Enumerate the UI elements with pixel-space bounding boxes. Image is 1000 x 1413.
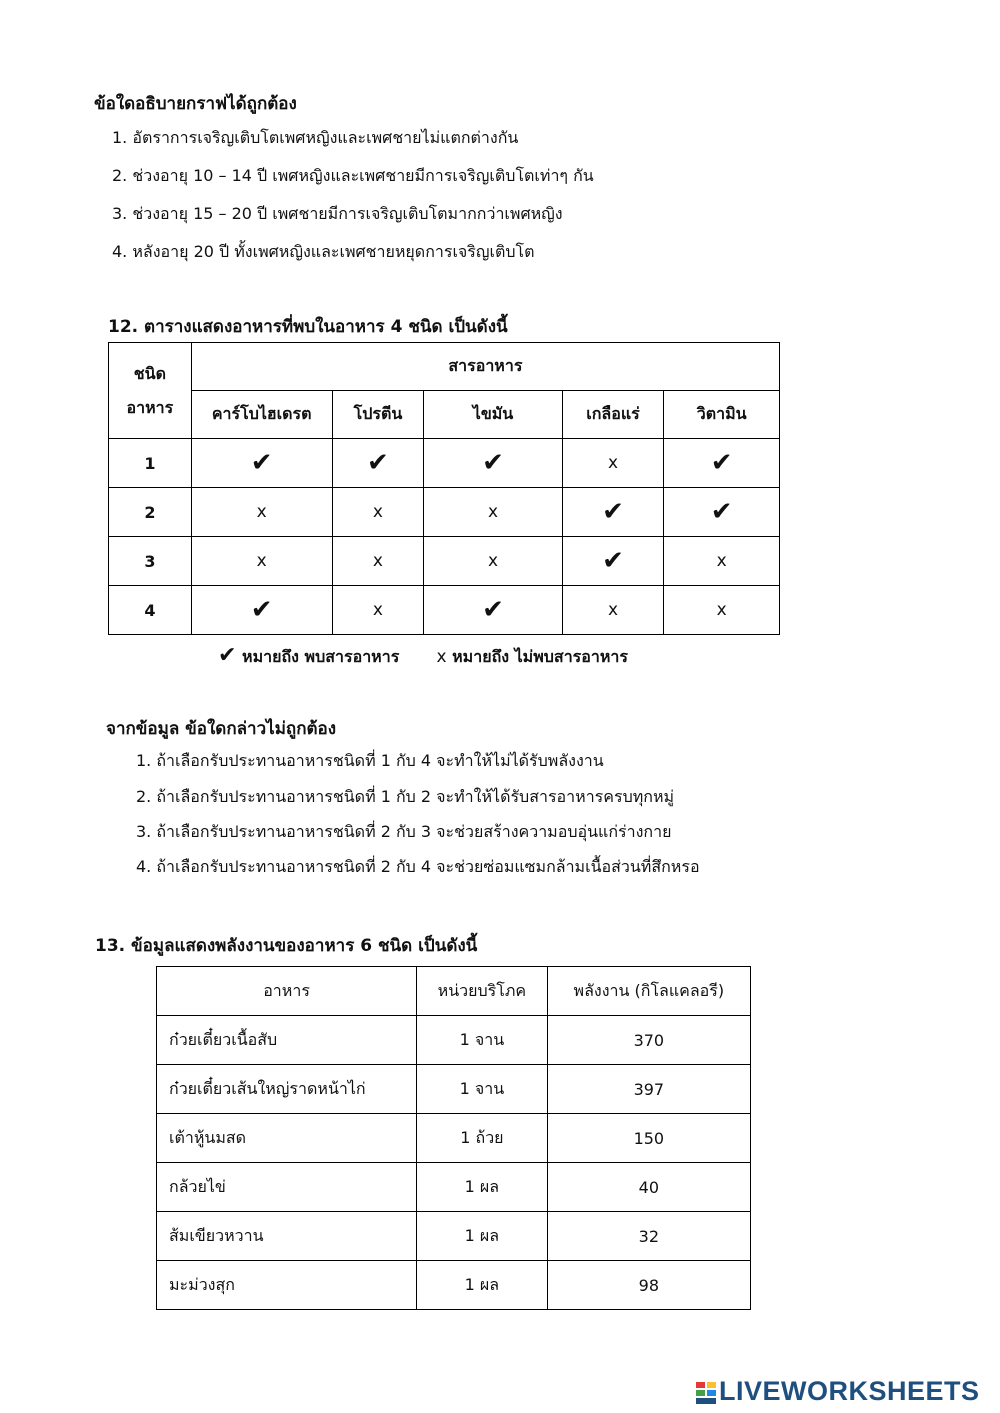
liveworksheets-logo-icon bbox=[696, 1382, 716, 1404]
serving-unit: 1 ผล bbox=[417, 1261, 548, 1310]
table-row bbox=[109, 586, 780, 635]
cell-mark: ✔ bbox=[424, 439, 562, 488]
table-row bbox=[157, 1114, 751, 1163]
q12-choice-2: 2. ถ้าเลือกรับประทานอาหารชนิดที่ 1 กับ 2 จะทำให้ได้รับสารอาหารครบทุกหมู่ bbox=[136, 787, 675, 806]
table-row bbox=[157, 1163, 751, 1212]
energy-value: 370 bbox=[547, 1016, 750, 1065]
food-type-header-line1: ชนิด bbox=[133, 363, 166, 383]
col-header-protein: โปรตีน bbox=[332, 391, 424, 439]
cell-mark: ✔ bbox=[664, 488, 780, 537]
cell-mark: ✔ bbox=[191, 586, 332, 635]
table-row bbox=[109, 537, 780, 586]
serving-unit: 1 ผล bbox=[417, 1212, 548, 1261]
col-header-serving: หน่วยบริโภค bbox=[417, 967, 548, 1016]
col-header-fat: ไขมัน bbox=[424, 391, 562, 439]
serving-unit: 1 จาน bbox=[417, 1065, 548, 1114]
cell-mark: x bbox=[664, 537, 780, 586]
q11-choice-2: 2. ช่วงอายุ 10 – 14 ปี เพศหญิงและเพศชายมีการเจริญเติบโตเท่าๆ กัน bbox=[112, 166, 594, 185]
q11-choice-3: 3. ช่วงอายุ 15 – 20 ปี เพศชายมีการเจริญเติบโตมากกว่าเพศหญิง bbox=[112, 204, 563, 223]
q12-title: 12. ตารางแสดงอาหารที่พบในอาหาร 4 ชนิด เป็นดังนี้ bbox=[108, 317, 508, 337]
serving-unit: 1 ถ้วย bbox=[417, 1114, 548, 1163]
cell-mark: ✔ bbox=[332, 439, 424, 488]
food-name: กล้วยไข่ bbox=[157, 1163, 417, 1212]
row-label: 1 bbox=[109, 439, 192, 488]
energy-value: 40 bbox=[547, 1163, 750, 1212]
liveworksheets-logo bbox=[696, 1376, 980, 1407]
row-label: 2 bbox=[109, 488, 192, 537]
food-name: ส้มเขียวหวาน bbox=[157, 1212, 417, 1261]
cell-mark: ✔ bbox=[664, 439, 780, 488]
serving-unit: 1 จาน bbox=[417, 1016, 548, 1065]
q12-choice-4: 4. ถ้าเลือกรับประทานอาหารชนิดที่ 2 กับ 4 จะช่วยซ่อมแซมกล้ามเนื้อส่วนที่สึกหรอ bbox=[136, 857, 700, 876]
q12-choice-1: 1. ถ้าเลือกรับประทานอาหารชนิดที่ 1 กับ 4 จะทำให้ไม่ได้รับพลังงาน bbox=[136, 751, 604, 770]
food-type-header bbox=[109, 343, 192, 439]
check-icon: ✔ bbox=[218, 643, 237, 668]
energy-value: 98 bbox=[547, 1261, 750, 1310]
cell-mark: x bbox=[191, 488, 332, 537]
cell-mark: ✔ bbox=[562, 537, 664, 586]
table-row bbox=[157, 1212, 751, 1261]
q11-title: ข้อใดอธิบายกราฟได้ถูกต้อง bbox=[94, 94, 297, 114]
energy-value: 150 bbox=[547, 1114, 750, 1163]
liveworksheets-logo-text: LIVEWORKSHEETS bbox=[719, 1376, 980, 1406]
nutrient-group-header: สารอาหาร bbox=[191, 343, 779, 391]
cell-mark: x bbox=[424, 537, 562, 586]
col-header-carbohydrate: คาร์โบไฮเดรต bbox=[191, 391, 332, 439]
cell-mark: x bbox=[191, 537, 332, 586]
food-name: ก๋วยเตี๋ยวเนื้อสับ bbox=[157, 1016, 417, 1065]
legend-x-text: หมายถึง ไม่พบสารอาหาร bbox=[452, 647, 628, 666]
q12-choice-3: 3. ถ้าเลือกรับประทานอาหารชนิดที่ 2 กับ 3 จะช่วยสร้างความอบอุ่นแก่ร่างกาย bbox=[136, 822, 672, 841]
q11-choice-4: 4. หลังอายุ 20 ปี ทั้งเพศหญิงและเพศชายหยุดการเจริญเติบโต bbox=[112, 242, 535, 261]
serving-unit: 1 ผล bbox=[417, 1163, 548, 1212]
nutrient-table bbox=[108, 342, 780, 635]
x-icon: x bbox=[436, 647, 447, 667]
food-name: เต้าหู้นมสด bbox=[157, 1114, 417, 1163]
cell-mark: x bbox=[424, 488, 562, 537]
cell-mark: x bbox=[332, 537, 424, 586]
cell-mark: x bbox=[562, 586, 664, 635]
cell-mark: ✔ bbox=[191, 439, 332, 488]
food-name: ก๋วยเตี๋ยวเส้นใหญ่ราดหน้าไก่ bbox=[157, 1065, 417, 1114]
col-header-vitamin: วิตามิน bbox=[664, 391, 780, 439]
table-row bbox=[157, 1261, 751, 1310]
table-row bbox=[157, 1016, 751, 1065]
row-label: 3 bbox=[109, 537, 192, 586]
row-label: 4 bbox=[109, 586, 192, 635]
table-row bbox=[109, 488, 780, 537]
q13-title: 13. ข้อมูลแสดงพลังงานของอาหาร 6 ชนิด เป็นดังนี้ bbox=[95, 936, 478, 956]
cell-mark: x bbox=[332, 488, 424, 537]
table-row bbox=[109, 439, 780, 488]
food-type-header-line2: อาหาร bbox=[126, 397, 174, 417]
food-name: มะม่วงสุก bbox=[157, 1261, 417, 1310]
cell-mark: x bbox=[562, 439, 664, 488]
energy-value: 32 bbox=[547, 1212, 750, 1261]
col-header-energy: พลังงาน (กิโลแคลอรี) bbox=[547, 967, 750, 1016]
legend-check-text: หมายถึง พบสารอาหาร bbox=[242, 647, 400, 666]
col-header-mineral: เกลือแร่ bbox=[562, 391, 664, 439]
cell-mark: ✔ bbox=[424, 586, 562, 635]
cell-mark: x bbox=[664, 586, 780, 635]
col-header-food: อาหาร bbox=[157, 967, 417, 1016]
food-energy-table bbox=[156, 966, 751, 1310]
cell-mark: ✔ bbox=[562, 488, 664, 537]
cell-mark: x bbox=[332, 586, 424, 635]
table-legend bbox=[218, 643, 628, 670]
energy-value: 397 bbox=[547, 1065, 750, 1114]
table-row bbox=[157, 1065, 751, 1114]
q12-question: จากข้อมูล ข้อใดกล่าวไม่ถูกต้อง bbox=[106, 719, 337, 739]
q11-choice-1: 1. อัตราการเจริญเติบโตเพศหญิงและเพศชายไม่แตกต่างกัน bbox=[112, 128, 519, 147]
